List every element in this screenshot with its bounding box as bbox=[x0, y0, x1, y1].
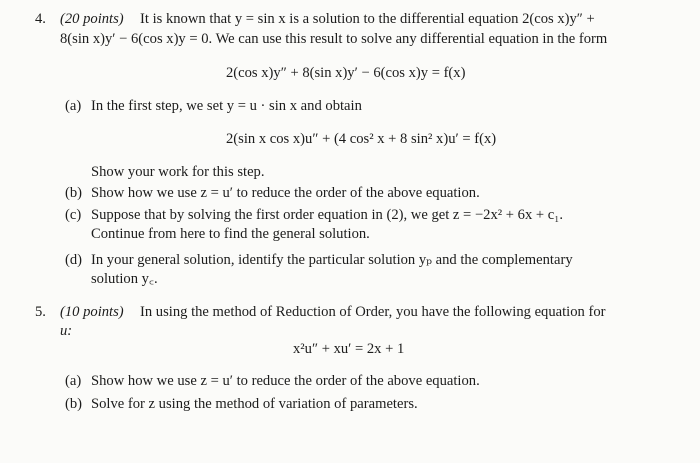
q4b-text: Show how we use z = u′ to reduce the order of the above equation. bbox=[91, 185, 480, 201]
q5-intro-line2: u: bbox=[60, 323, 73, 339]
q4c-text-line2: Continue from here to find the general solution. bbox=[91, 226, 370, 242]
q4a-equation: 2(sin x cos x)u″ + (4 cos² x + 8 sin² x)u′ = f(x) bbox=[226, 131, 497, 147]
q4c-text-line1: Suppose that by solving the first order equation in (2), we get z = −2x² + 6x + c₁. bbox=[91, 207, 564, 223]
q5-number: 5. bbox=[35, 304, 46, 320]
q4-number: 4. bbox=[35, 11, 46, 27]
q4-intro-line1: It is known that y = sin x is a solution to the differential equation 2(cos x)y″ + bbox=[140, 11, 595, 27]
q4-points: (20 points) bbox=[60, 11, 124, 27]
q4d-text-line2: solution y꜀. bbox=[91, 271, 158, 287]
q4d-label: (d) bbox=[65, 252, 83, 268]
q5-points: (10 points) bbox=[60, 304, 124, 320]
q4a-label: (a) bbox=[65, 98, 82, 114]
q5a-label: (a) bbox=[65, 373, 82, 389]
q4a-show-work: Show your work for this step. bbox=[91, 164, 265, 180]
q4b-label: (b) bbox=[65, 185, 83, 201]
q5b-text: Solve for z using the method of variation of parameters. bbox=[91, 396, 418, 412]
q4c-label: (c) bbox=[65, 207, 82, 223]
q5a-text: Show how we use z = u′ to reduce the order of the above equation. bbox=[91, 373, 480, 389]
q5-intro-line1: In using the method of Reduction of Order, you have the following equation for bbox=[140, 304, 606, 320]
q5-equation: x²u″ + xu′ = 2x + 1 bbox=[293, 341, 405, 357]
q5b-label: (b) bbox=[65, 396, 83, 412]
q4a-text: In the first step, we set y = u · sin x and obtain bbox=[91, 98, 362, 114]
q4-intro-line2: 8(sin x)y′ − 6(cos x)y = 0. We can use this result to solve any differential equation in the form bbox=[60, 31, 608, 47]
q4-main-equation: 2(cos x)y″ + 8(sin x)y′ − 6(cos x)y = f(x) bbox=[226, 65, 466, 81]
q4d-text-line1: In your general solution, identify the particular solution yₚ and the complementary bbox=[91, 252, 573, 268]
